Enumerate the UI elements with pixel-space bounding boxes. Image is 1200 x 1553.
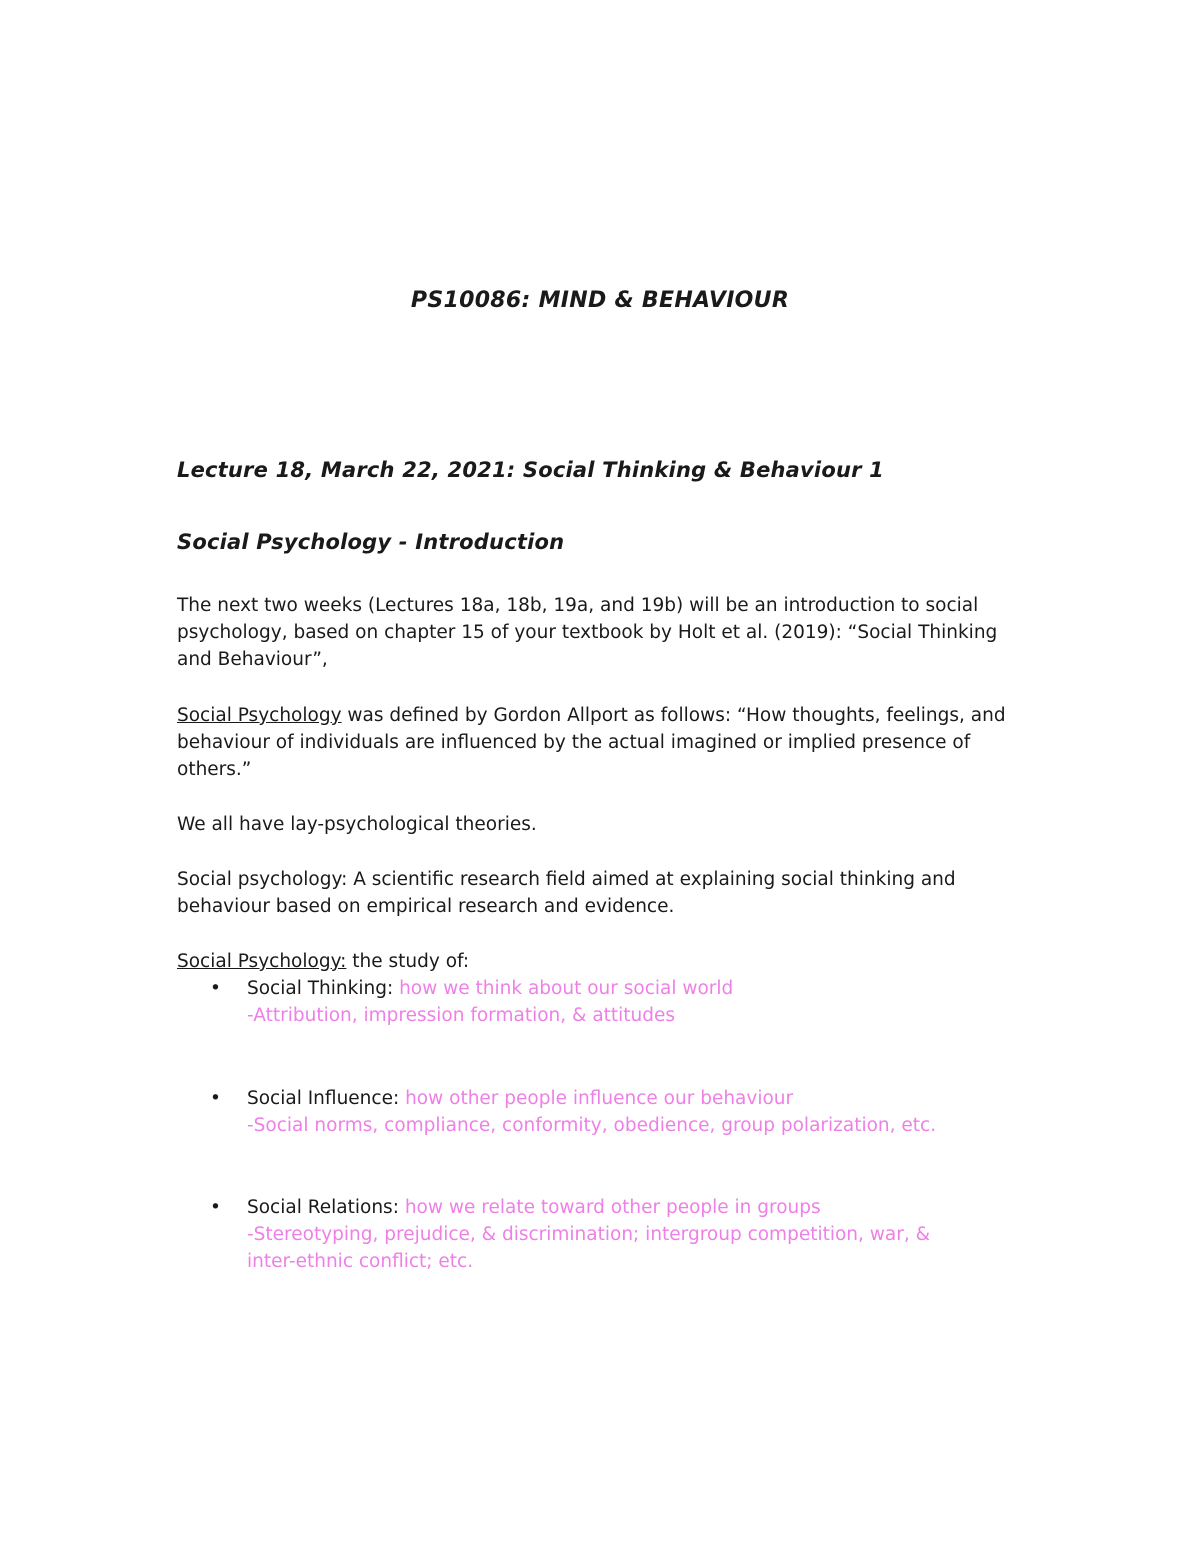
bullet-examples: -Attribution, impression formation, & attitudes xyxy=(247,1005,676,1026)
definition-text: was defined by Gordon Allport as follows: “How thoughts, feelings, and behaviour of individuals are influenced by the actual imagined or implied presence of others.” xyxy=(177,705,1006,780)
bullet-dot: • xyxy=(210,978,221,999)
bullet-examples: -Social norms, compliance, conformity, obedience, group polarization, etc. xyxy=(247,1115,937,1136)
bullet-social-influence xyxy=(177,1085,1037,1139)
bullet-dot: • xyxy=(210,1197,221,1218)
lecture-heading: Lecture 18, March 22, 2021: Social Thinking & Behaviour 1 xyxy=(177,458,884,482)
study-of-line xyxy=(177,948,1037,975)
study-of-text: the study of: xyxy=(346,951,470,972)
bullet-examples: -Stereotyping, prejudice, & discrimination; intergroup competition, war, & inter-ethnic conflict; etc. xyxy=(247,1224,931,1272)
bullet-description: how we relate toward other people in groups xyxy=(404,1197,821,1218)
bullet-row xyxy=(177,975,1037,1002)
bullet-description: how other people influence our behaviour xyxy=(405,1088,794,1109)
definition-term: Social Psychology xyxy=(177,705,342,726)
lay-theories-paragraph: We all have lay-psychological theories. xyxy=(177,814,537,835)
bullet-label: Social Thinking: xyxy=(247,978,400,999)
bullet-row xyxy=(177,1085,1037,1112)
definition-paragraph xyxy=(177,702,1037,783)
course-title: PS10086: MIND & BEHAVIOUR xyxy=(410,288,790,313)
bullet-dot: • xyxy=(210,1088,221,1109)
intro-paragraph: The next two weeks (Lectures 18a, 18b, 19a, and 19b) will be an introduction to social psychology, based on chapter 15 of your textbook by Holt et al. (2019): “Social Thinking and Behaviour”, xyxy=(177,595,998,670)
bullet-label: Social Influence: xyxy=(247,1088,406,1109)
scientific-definition-paragraph: Social psychology: A scientific research field aimed at explaining social thinking and behaviour based on empirical research and evidence. xyxy=(177,869,956,917)
bullet-social-relations xyxy=(177,1194,1037,1275)
study-of-term: Social Psychology: xyxy=(177,951,347,972)
section-heading: Social Psychology - Introduction xyxy=(177,530,565,554)
bullet-description: how we think about our social world xyxy=(399,978,734,999)
bullet-row xyxy=(177,1194,1037,1221)
bullet-label: Social Relations: xyxy=(247,1197,405,1218)
bullet-social-thinking xyxy=(177,975,1037,1029)
